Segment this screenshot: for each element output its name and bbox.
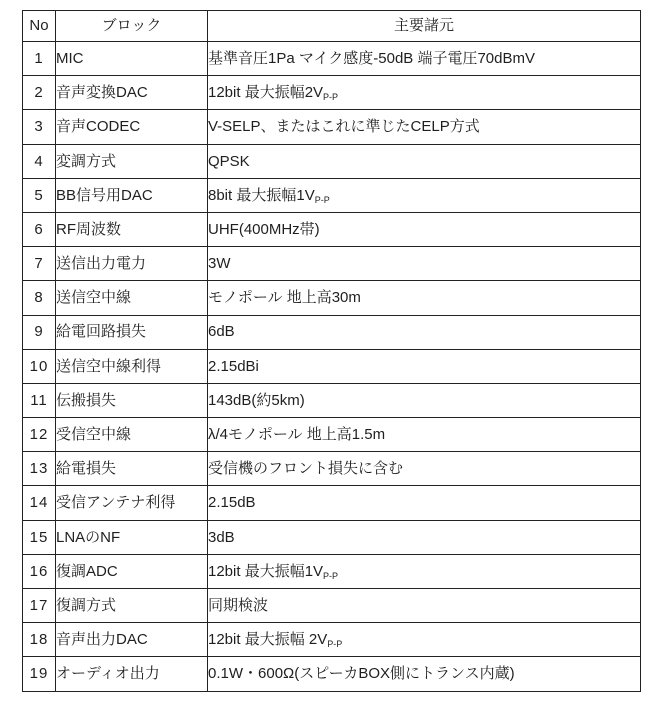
row-spec-text: 3W [208, 255, 231, 273]
table-row [23, 110, 641, 144]
row-spec [208, 212, 641, 246]
row-spec-text: 3dB [208, 528, 235, 546]
table-row [23, 281, 641, 315]
row-block: LNAのNF [56, 520, 208, 554]
row-spec-text: 8bit 最大振幅1V [208, 186, 315, 204]
row-spec-text: 同期検波 [208, 596, 269, 614]
row-no: 1 [23, 42, 56, 76]
row-no: 10 [23, 349, 56, 383]
row-spec-text: 基準音圧1Pa マイク感度-50dB 端子電圧70dBmV [208, 49, 535, 67]
row-spec [208, 623, 641, 657]
row-no: 9 [23, 315, 56, 349]
table-row [23, 657, 641, 691]
header-no: No [23, 11, 56, 42]
row-no: 18 [23, 623, 56, 657]
row-spec [208, 418, 641, 452]
row-spec-text: 6dB [208, 323, 235, 341]
header-spec: 主要諸元 [208, 11, 641, 42]
row-no: 17 [23, 589, 56, 623]
table-row [23, 383, 641, 417]
row-spec [208, 144, 641, 178]
row-block: 復調ADC [56, 554, 208, 588]
table-row [23, 486, 641, 520]
row-no: 14 [23, 486, 56, 520]
row-spec [208, 383, 641, 417]
row-spec-text: モノポール 地上高30m [208, 289, 361, 307]
row-spec [208, 554, 641, 588]
row-no: 16 [23, 554, 56, 588]
table-row [23, 212, 641, 246]
table-row [23, 589, 641, 623]
table-row [23, 418, 641, 452]
header-block: ブロック [56, 11, 208, 42]
row-spec-text: 12bit 最大振幅 2V [208, 631, 328, 649]
table-row [23, 315, 641, 349]
row-block: 送信空中線利得 [56, 349, 208, 383]
table-row [23, 144, 641, 178]
spec-table-header [23, 11, 641, 42]
row-no: 4 [23, 144, 56, 178]
row-no: 3 [23, 110, 56, 144]
spec-table [22, 10, 641, 692]
row-block: 復調方式 [56, 589, 208, 623]
row-spec-sub: P-P [323, 570, 339, 581]
row-block: RF周波数 [56, 212, 208, 246]
row-spec-sub: P-P [327, 639, 343, 650]
row-spec-text: 2.15dB [208, 494, 256, 512]
row-block: 給電損失 [56, 452, 208, 486]
table-row [23, 623, 641, 657]
row-no: 6 [23, 212, 56, 246]
header-row [23, 11, 641, 42]
row-spec [208, 42, 641, 76]
row-spec [208, 589, 641, 623]
table-row [23, 42, 641, 76]
row-spec-text: 12bit 最大振幅2V [208, 84, 324, 102]
row-spec-text: 0.1W・600Ω(スピーカBOX側にトランス内蔵) [208, 665, 515, 683]
row-block: 変調方式 [56, 144, 208, 178]
row-block: 受信アンテナ利得 [56, 486, 208, 520]
row-spec [208, 657, 641, 691]
row-spec [208, 315, 641, 349]
row-spec-text: 143dB(約5km) [208, 391, 305, 409]
row-spec [208, 178, 641, 212]
row-no: 5 [23, 178, 56, 212]
row-spec [208, 281, 641, 315]
row-no: 19 [23, 657, 56, 691]
row-spec-sub: P-P [323, 92, 339, 103]
row-block: 音声変換DAC [56, 76, 208, 110]
row-block: 音声出力DAC [56, 623, 208, 657]
row-spec [208, 247, 641, 281]
row-spec [208, 452, 641, 486]
table-row [23, 554, 641, 588]
row-spec-text: 受信機のフロント損失に含む [208, 460, 404, 478]
row-spec [208, 486, 641, 520]
row-block: 給電回路損失 [56, 315, 208, 349]
row-spec [208, 76, 641, 110]
table-row [23, 76, 641, 110]
row-block: 送信空中線 [56, 281, 208, 315]
row-block: 音声CODEC [56, 110, 208, 144]
row-no: 7 [23, 247, 56, 281]
row-block: 送信出力電力 [56, 247, 208, 281]
row-block: オーディオ出力 [56, 657, 208, 691]
row-block: MIC [56, 42, 208, 76]
table-row [23, 452, 641, 486]
row-spec-text: 2.15dBi [208, 357, 259, 375]
row-spec-text: V-SELP、またはこれに準じたCELP方式 [208, 118, 480, 136]
row-no: 8 [23, 281, 56, 315]
table-row [23, 178, 641, 212]
row-block: 受信空中線 [56, 418, 208, 452]
row-no: 15 [23, 520, 56, 554]
row-spec-text: 12bit 最大振幅1V [208, 562, 324, 580]
row-no: 12 [23, 418, 56, 452]
row-spec [208, 520, 641, 554]
row-spec-text: QPSK [208, 152, 250, 170]
table-row [23, 247, 641, 281]
row-spec-text: UHF(400MHz帯) [208, 220, 320, 238]
row-spec [208, 349, 641, 383]
row-block: BB信号用DAC [56, 178, 208, 212]
table-row [23, 520, 641, 554]
row-spec-text: λ/4モノポール 地上高1.5m [208, 426, 386, 444]
row-block: 伝搬損失 [56, 383, 208, 417]
row-no: 11 [23, 383, 56, 417]
table-row [23, 349, 641, 383]
row-no: 13 [23, 452, 56, 486]
spec-table-body [23, 42, 641, 692]
row-spec [208, 110, 641, 144]
row-no: 2 [23, 76, 56, 110]
row-spec-sub: P-P [314, 194, 330, 205]
